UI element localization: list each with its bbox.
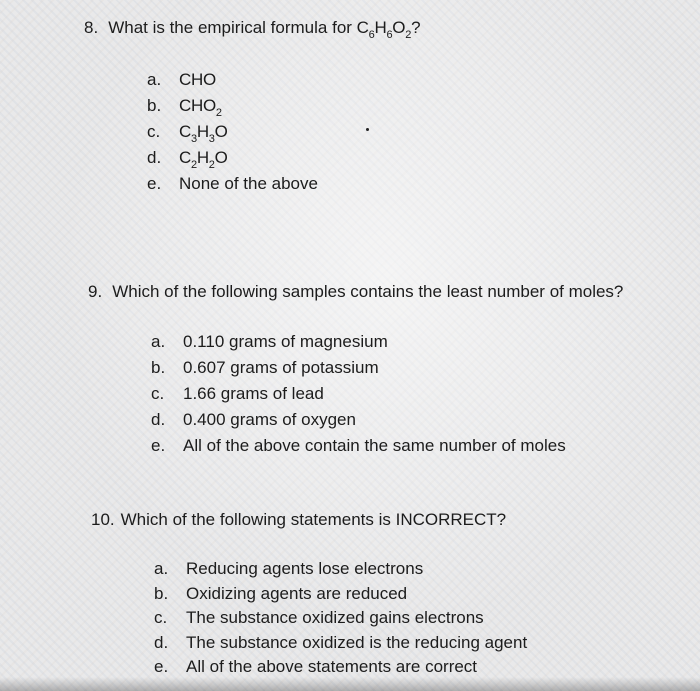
option-text: The substance oxidized gains electrons bbox=[186, 608, 484, 627]
options-list-q10 bbox=[154, 557, 527, 680]
option-letter: a. bbox=[151, 332, 166, 351]
option-item bbox=[154, 557, 527, 582]
option-item bbox=[147, 146, 318, 172]
question-formula bbox=[356, 18, 412, 41]
formula-subscript: 2 bbox=[215, 107, 222, 119]
option-letter: c. bbox=[147, 122, 161, 141]
option-text: 0.607 grams of potassium bbox=[183, 358, 379, 377]
formula-element: CHO bbox=[179, 70, 216, 89]
option-letter: c. bbox=[151, 384, 165, 403]
question-text: What is the empirical formula for bbox=[108, 18, 352, 37]
option-item bbox=[147, 94, 318, 120]
option-item bbox=[154, 655, 527, 680]
formula-element: O bbox=[214, 148, 228, 167]
formula-subscript: 2 bbox=[405, 29, 412, 41]
option-item bbox=[151, 356, 566, 382]
question-text: Which of the following samples contains the least number of moles? bbox=[112, 282, 624, 301]
option-item bbox=[147, 68, 318, 94]
option-text: Reducing agents lose electrons bbox=[186, 559, 424, 578]
option-item bbox=[151, 330, 566, 356]
option-letter: b. bbox=[147, 96, 162, 115]
option-text: 0.110 grams of magnesium bbox=[183, 332, 388, 351]
formula-element: C bbox=[179, 148, 191, 167]
formula-element: H bbox=[196, 122, 209, 141]
option-item bbox=[147, 120, 318, 146]
option-formula bbox=[179, 96, 222, 119]
option-letter: b. bbox=[154, 583, 169, 603]
option-text: Oxidizing agents are reduced bbox=[186, 583, 408, 603]
question-mark: ? bbox=[411, 18, 421, 37]
formula-element: O bbox=[214, 122, 228, 141]
option-item bbox=[151, 408, 566, 434]
option-formula bbox=[179, 148, 228, 171]
formula-subscript: 2 bbox=[208, 159, 215, 171]
option-letter: e. bbox=[151, 436, 166, 455]
option-letter: e. bbox=[147, 174, 162, 193]
formula-subscript: 6 bbox=[368, 29, 375, 41]
option-letter: a. bbox=[147, 70, 162, 89]
option-letter: d. bbox=[147, 148, 162, 167]
question-number: 8. bbox=[84, 18, 99, 37]
option-item bbox=[154, 606, 527, 631]
option-formula bbox=[179, 122, 228, 145]
options-list-q8 bbox=[147, 68, 318, 198]
formula-element: C bbox=[179, 122, 191, 141]
formula-element: H bbox=[196, 148, 209, 167]
formula-subscript: 2 bbox=[190, 159, 197, 171]
option-formula bbox=[179, 70, 216, 89]
option-item bbox=[147, 172, 318, 198]
question-number: 9. bbox=[88, 282, 103, 301]
option-letter: a. bbox=[154, 559, 169, 578]
photo-edge-shadow bbox=[0, 677, 700, 691]
option-text: All of the above statements are correct bbox=[186, 657, 478, 676]
option-letter: d. bbox=[151, 410, 166, 429]
formula-element: O bbox=[392, 18, 406, 37]
formula-subscript: 3 bbox=[190, 133, 197, 145]
formula-subscript: 3 bbox=[208, 133, 215, 145]
option-letter: d. bbox=[154, 632, 169, 652]
question-text: Which of the following statements is INCORRECT? bbox=[120, 510, 507, 529]
option-item bbox=[154, 582, 527, 607]
formula-element: C bbox=[356, 18, 369, 37]
question-10 bbox=[91, 509, 506, 531]
stray-dot bbox=[366, 128, 369, 131]
formula-subscript: 6 bbox=[386, 29, 393, 41]
formula-element: H bbox=[374, 18, 387, 37]
option-text: None of the above bbox=[179, 174, 318, 193]
question-9 bbox=[88, 281, 623, 303]
question-number: 10. bbox=[91, 510, 115, 529]
option-text: All of the above contain the same number of moles bbox=[183, 436, 566, 455]
option-item bbox=[154, 631, 527, 656]
formula-element: CHO bbox=[179, 96, 216, 115]
option-text: 0.400 grams of oxygen bbox=[183, 410, 356, 429]
option-text: The substance oxidized is the reducing agent bbox=[186, 632, 528, 652]
option-text: 1.66 grams of lead bbox=[183, 384, 324, 403]
option-letter: e. bbox=[154, 657, 169, 676]
option-letter: b. bbox=[151, 358, 166, 377]
question-8 bbox=[84, 17, 421, 39]
option-letter: c. bbox=[154, 608, 168, 627]
option-item bbox=[151, 434, 566, 460]
options-list-q9 bbox=[151, 330, 566, 460]
option-item bbox=[151, 382, 566, 408]
